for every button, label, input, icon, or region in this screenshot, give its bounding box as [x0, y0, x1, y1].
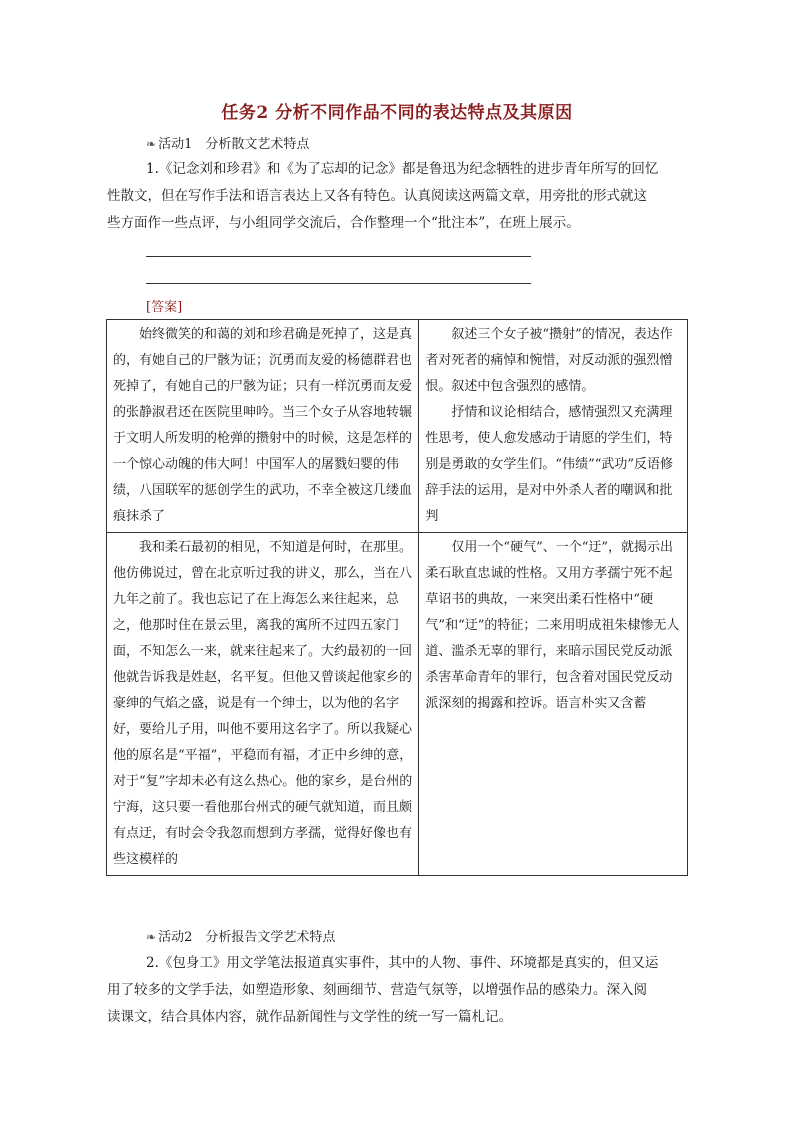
- answer-table: [106, 319, 688, 876]
- comment-text: 仅用一个“硬气”、一个“迂”，就揭示出柔石耿直忠诚的性格。又用方孝孺宁死不起草诏书的典故，一来突出柔石性格中“硬气”和“迂”的特征；二来用明成祖朱棣惨无人道、滥杀无辜的罪行，来暗示国民党反动派杀害革命青年的罪行，包含着对国民党反动派深刻的揭露和控诉。语言朴实又含蓄: [425, 540, 680, 711]
- task-1-line-1: 1.《记念刘和珍君》和《为了忘却的记念》都是鲁迅为纪念牺牲的进步青年所写的回忆: [146, 161, 659, 177]
- page-title: 任务2 分析不同作品不同的表达特点及其原因: [221, 103, 573, 123]
- activity-2-label: 活动2 分析报告文学艺术特点: [158, 930, 336, 945]
- answer-line-1: [146, 256, 531, 257]
- task-2-line-3: 读课文，结合具体内容，就作品新闻性与文学性的统一写一篇札记。: [107, 1009, 512, 1025]
- table-cell-excerpt: [107, 533, 419, 876]
- table-cell-comment: [419, 320, 688, 533]
- comment-text: 抒情和议论相结合，感情强烈又充满理性思考，使人愈发感动于请愿的学生们，特别是勇敢的女学生们。“伟绩”“武功”反语修辞手法的运用，是对中外杀人者的嘲讽和批判: [425, 405, 674, 524]
- excerpt-text: 始终微笑的和蔼的刘和珍君确是死掉了，这是真的，有她自己的尸骸为证；沉勇而友爱的杨德群君也死掉了，有她自己的尸骸为证；只有一样沉勇而友爱的张静淑君还在医院里呻吟。当三个女子从容地转辗于文明人所发明的枪弹的攒射中的时候，这是怎样的一个惊心动魄的伟大呵！中国军人的屠戮妇婴的伟绩，八国联军的惩创学生的武功，不幸全被这几缕血痕抹杀了: [113, 327, 413, 524]
- task-1-line-3: 些方面作一些点评，与小组同学交流后，合作整理一个“批注本”，在班上展示。: [107, 215, 580, 231]
- excerpt-text: 我和柔石最初的相见，不知道是何时，在那里。他仿佛说过，曾在北京听过我的讲义，那么，当在八九年之前了。我也忘记了在上海怎么来往起来，总之，他那时住在景云里，离我的寓所不过四五家门面，不知怎么一来，就来往起来了。大约最初的一回他就告诉我是姓赵，名平复。但他又曾谈起他家乡的豪绅的气焰之盛，说是有一个绅士，以为他的名字好，要给儿子用，叫他不要用这名字了。所以我疑心他的原名是“平福”，平稳而有福，才正中乡绅的意，对于“复”字却未必有这么热心。他的家乡，是台州的宁海，这只要一看他那台州式的硬气就知道，而且颇有点迂，有时会令我忽而想到方孝孺，觉得好像也有些这模样的: [113, 540, 413, 867]
- task-2-line-2: 用了较多的文学手法，如塑造形象、刻画细节、营造气氛等，以增强作品的感染力。深入阅: [107, 982, 647, 998]
- answer-label: [答案]: [146, 300, 183, 315]
- task-2-line-1: 2.《包身工》用文学笔法报道真实事件，其中的人物、事件、环境都是真实的，但又运: [146, 955, 659, 971]
- task-1-line-2: 性散文，但在写作手法和语言表达上又各有特色。认真阅读这两篇文章，用旁批的形式就这: [107, 188, 647, 204]
- activity-2-heading: [146, 926, 335, 945]
- leaf-icon: ❧: [146, 137, 157, 151]
- table-cell-excerpt: [107, 320, 419, 533]
- activity-1-label: 活动1 分析散文艺术特点: [158, 137, 310, 152]
- table-row: [107, 533, 688, 876]
- table-cell-comment: [419, 533, 688, 876]
- leaf-icon: ❧: [146, 930, 157, 944]
- answer-line-2: [146, 283, 531, 284]
- activity-1-heading: [146, 133, 309, 152]
- table-row: [107, 320, 688, 533]
- comment-text: 叙述三个女子被“攒射”的情况，表达作者对死者的痛悼和惋惜，对反动派的强烈憎恨。叙述中包含强烈的感情。: [425, 327, 673, 394]
